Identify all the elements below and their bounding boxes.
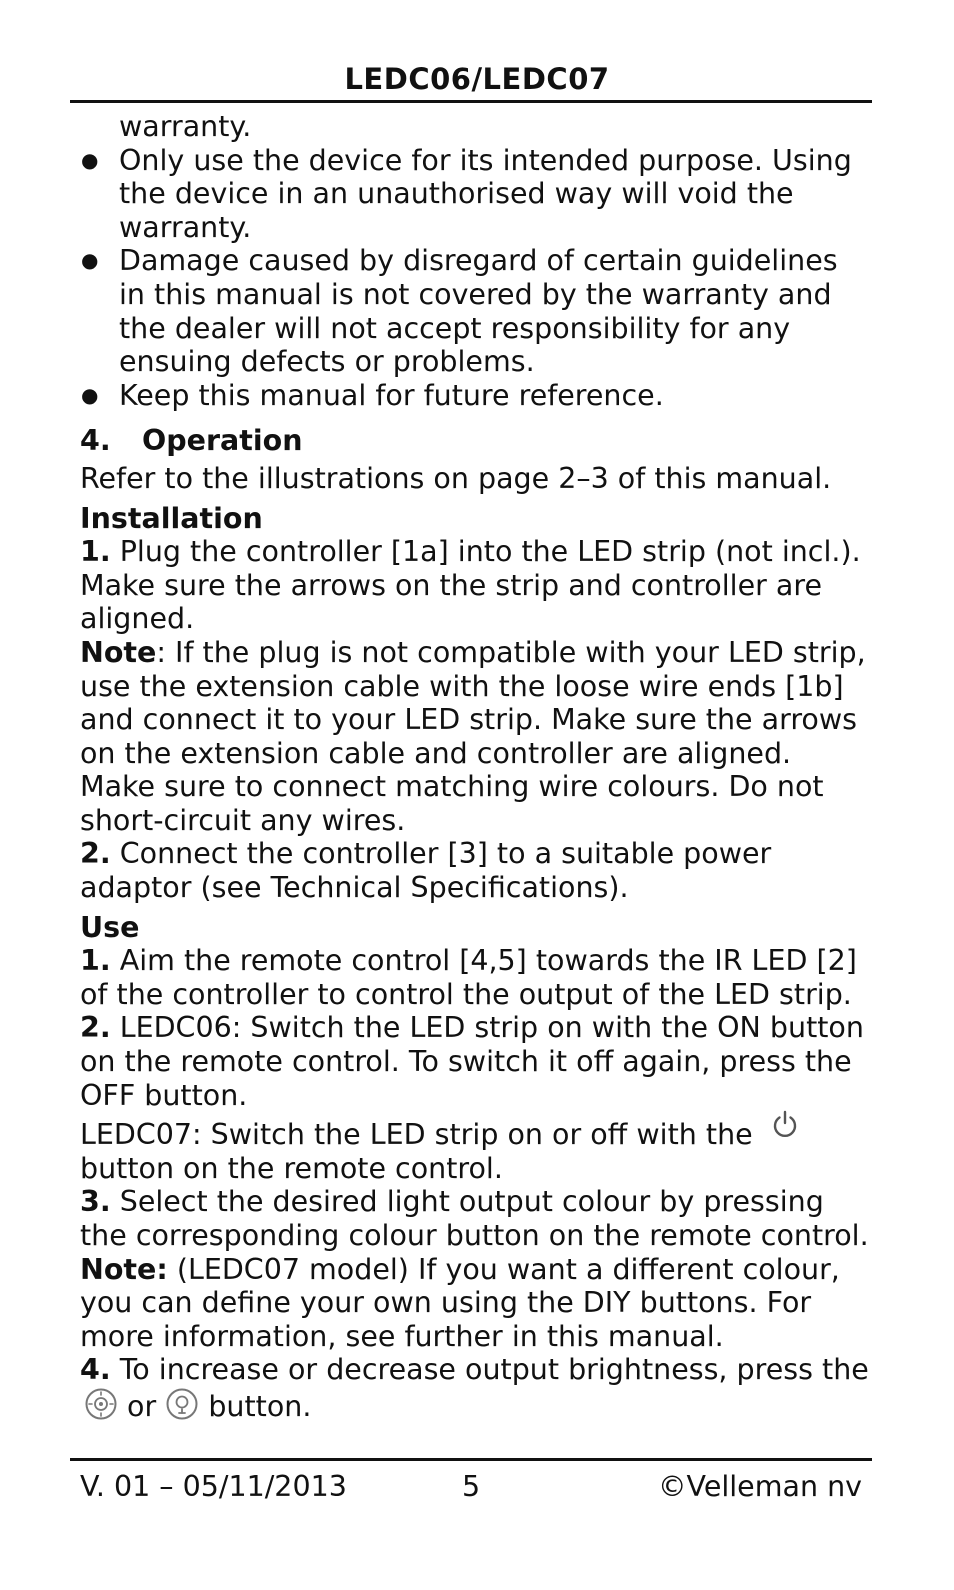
use-step-1 [80,944,870,1011]
section-number: 4. [80,424,111,458]
bullet-text: Damage caused by disregard of certain guidelines in this manual is not covered by the warranty and the dealer will not accept responsibility for any ensuing defects or problems. [119,244,838,379]
footer-page-number: 5 [462,1470,481,1503]
note-text: : If the plug is not compatible with your LED strip, use the extension cable with the loose wire ends [1b] and connect it to your LED strip. Make sure the arrows on the extension cable and controller are aligned. Make sure to connect matching wire colours. Do not short-circuit any wires. [80,635,866,837]
bullet-icon: ● [81,248,99,273]
page-header-title: LEDC06/LEDC07 [344,62,610,96]
list-item [80,244,870,378]
step-number: 2. [80,837,111,871]
ledc07-text-end: button on the remote control. [80,1151,503,1185]
or-text: or [118,1389,166,1423]
use-step-4 [80,1353,870,1428]
safety-bullet-list [80,144,870,413]
section-title: Operation [142,424,303,458]
list-item [80,379,870,413]
refer-paragraph: Refer to the illustrations on page 2–3 of this manual. [80,461,832,495]
header-divider [70,100,872,103]
step-number: 2. [80,1011,111,1045]
step-text: Plug the controller [1a] into the LED strip (not incl.). Make sure the arrows on the strip and controller are aligned. [80,535,861,636]
button-text: button. [199,1389,312,1423]
list-item [80,144,870,245]
note-label: Note [80,635,157,669]
note-label: Note: [80,1252,168,1286]
use-note [80,1253,870,1354]
bullet-text: Keep this manual for future reference. [119,378,664,412]
brightness-down-icon [165,1387,199,1429]
use-step-2 [80,1011,870,1112]
installation-note [80,636,870,838]
step-text: Connect the controller [3] to a suitable power adaptor (see Technical Specifications). [80,837,772,905]
step-number: 3. [80,1185,111,1219]
brightness-up-icon [84,1387,118,1429]
step-text: LEDC06: Switch the LED strip on with the ON button on the remote control. To switch it off again, press the OFF button. [80,1011,864,1112]
installation-step-2 [80,837,870,904]
step-text: Select the desired light output colour by pressing the corresponding colour button on the remote control. [80,1185,869,1252]
footer-divider [70,1458,872,1461]
bullet-icon: ● [81,382,99,407]
section-heading [80,424,870,458]
installation-heading: Installation [80,501,263,535]
page-content [80,110,870,1429]
step-number: 1. [80,535,111,569]
step-number: 1. [80,944,111,978]
bullet-icon: ● [81,147,99,172]
step-text: To increase or decrease output brightness, press the [110,1353,869,1387]
installation-step-1 [80,535,870,636]
ledc07-text: LEDC07: Switch the LED strip on or off with the [80,1118,762,1152]
footer-version: V. 01 – 05/11/2013 [80,1470,347,1503]
warranty-continuation: warranty. [119,110,252,143]
note-text: (LEDC07 model) If you want a different colour, you can define your own using the DIY buttons. For more information, see further in this manual. [80,1252,840,1353]
step-number: 4. [80,1353,111,1387]
footer-copyright: ©Velleman nv [658,1470,862,1503]
step-text: Aim the remote control [4,5] towards the IR LED [2] of the controller to control the output of the LED strip. [80,944,857,1011]
use-heading: Use [80,910,140,944]
ledc07-power-paragraph [80,1118,870,1185]
bullet-text: Only use the device for its intended purpose. Using the device in an unauthorised way will void the warranty. [119,143,852,244]
use-step-3 [80,1185,870,1252]
power-icon [770,1110,800,1148]
